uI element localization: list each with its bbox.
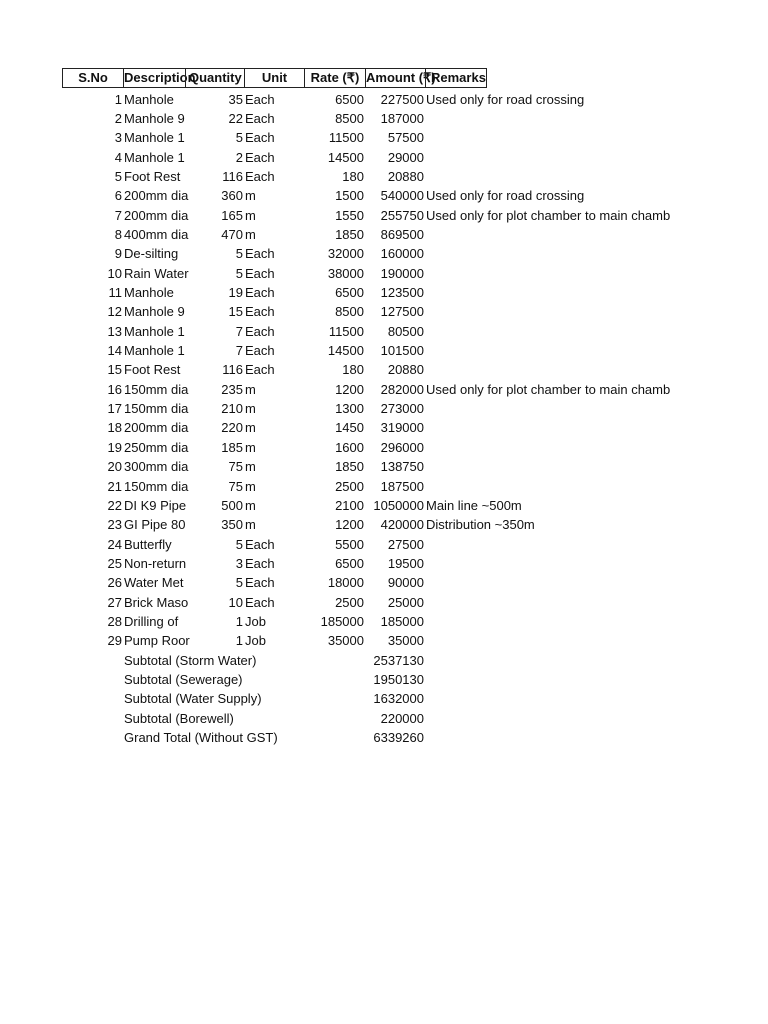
description-cell[interactable]: Manhole 1 bbox=[124, 130, 185, 146]
amount-cell[interactable]: 187500 bbox=[380, 478, 424, 494]
sno-cell[interactable]: 24 bbox=[107, 536, 122, 552]
rate-cell[interactable]: 180 bbox=[342, 362, 364, 378]
remarks-cell[interactable] bbox=[426, 167, 768, 186]
unit-cell[interactable]: Each bbox=[245, 265, 275, 281]
rate-cell[interactable]: 14500 bbox=[327, 343, 364, 359]
description-cell[interactable]: Pump Roor bbox=[124, 633, 190, 649]
remarks-cell[interactable] bbox=[426, 612, 768, 631]
description-cell[interactable]: 250mm dia bbox=[124, 439, 189, 455]
amount-cell[interactable]: 29000 bbox=[387, 149, 424, 165]
amount-cell[interactable]: 187000 bbox=[380, 110, 424, 126]
description-cell[interactable]: 150mm dia bbox=[124, 478, 189, 494]
rate-cell[interactable]: 35000 bbox=[327, 633, 364, 649]
unit-cell[interactable]: Each bbox=[245, 246, 275, 262]
amount-cell[interactable]: 282000 bbox=[380, 381, 424, 397]
rate-cell[interactable]: 6500 bbox=[335, 285, 364, 300]
unit-cell[interactable]: Each bbox=[245, 285, 275, 300]
quantity-cell[interactable]: 360 bbox=[221, 188, 243, 204]
rate-cell[interactable]: 1550 bbox=[335, 207, 364, 223]
quantity-cell[interactable]: 116 bbox=[222, 168, 243, 184]
quantity-cell[interactable]: 5 bbox=[235, 246, 243, 262]
sno-cell[interactable]: 20 bbox=[107, 459, 122, 475]
remarks-cell[interactable] bbox=[426, 360, 768, 379]
remarks-cell[interactable] bbox=[426, 244, 768, 263]
sno-cell[interactable]: 17 bbox=[107, 401, 122, 417]
table-row bbox=[0, 186, 768, 205]
remarks-cell[interactable]: Used only for plot chamber to main chamb bbox=[426, 207, 671, 223]
table-row bbox=[0, 631, 768, 650]
rate-cell[interactable]: 1300 bbox=[335, 401, 364, 417]
sno-cell[interactable]: 26 bbox=[107, 575, 122, 591]
subtotal-label[interactable]: Subtotal (Storm Water) bbox=[124, 652, 257, 668]
header-description: Description bbox=[123, 68, 186, 88]
table-row bbox=[0, 283, 768, 302]
unit-cell[interactable]: Each bbox=[245, 575, 275, 591]
unit-cell[interactable]: m bbox=[245, 188, 256, 204]
table-row bbox=[0, 380, 768, 399]
rate-cell[interactable]: 14500 bbox=[327, 149, 364, 165]
description-cell[interactable]: Butterfly bbox=[124, 536, 172, 552]
rate-cell[interactable]: 18000 bbox=[327, 575, 364, 591]
description-cell[interactable]: 200mm dia bbox=[124, 188, 189, 204]
unit-cell[interactable]: Each bbox=[245, 91, 275, 107]
subtotal-label[interactable]: Subtotal (Water Supply) bbox=[124, 691, 262, 707]
subtotal-amount[interactable]: 220000 bbox=[380, 710, 424, 726]
rate-cell[interactable]: 1850 bbox=[335, 226, 364, 242]
unit-cell[interactable]: Each bbox=[245, 168, 275, 184]
subtotal-amount[interactable]: 1950130 bbox=[373, 672, 424, 687]
unit-cell[interactable]: m bbox=[245, 517, 256, 533]
unit-cell[interactable]: m bbox=[245, 226, 256, 242]
remarks-cell[interactable]: Used only for plot chamber to main chamb bbox=[426, 381, 671, 397]
remarks-cell[interactable] bbox=[426, 457, 768, 476]
quantity-cell[interactable]: 500 bbox=[221, 497, 243, 513]
remarks-cell[interactable] bbox=[426, 554, 768, 573]
rate-cell[interactable]: 1450 bbox=[335, 420, 364, 436]
quantity-cell[interactable]: 35 bbox=[228, 91, 243, 107]
sno-cell[interactable]: 6 bbox=[114, 188, 122, 204]
amount-cell[interactable]: 296000 bbox=[380, 439, 424, 455]
quantity-cell[interactable]: 350 bbox=[221, 517, 243, 533]
rate-cell[interactable]: 6500 bbox=[335, 91, 364, 107]
amount-cell[interactable]: 25000 bbox=[387, 594, 424, 610]
remarks-cell[interactable]: Used only for road crossing bbox=[426, 188, 585, 204]
rate-cell[interactable]: 1850 bbox=[335, 459, 364, 475]
sno-cell[interactable]: 5 bbox=[114, 168, 122, 184]
remarks-cell[interactable] bbox=[426, 302, 768, 321]
unit-cell[interactable]: Each bbox=[245, 323, 275, 339]
description-cell[interactable]: Manhole 1 bbox=[124, 149, 185, 165]
header-remarks: Remarks bbox=[425, 68, 487, 88]
unit-cell[interactable]: m bbox=[245, 497, 256, 513]
rate-cell[interactable]: 185000 bbox=[320, 613, 364, 629]
table-row bbox=[0, 302, 768, 321]
sno-cell[interactable]: 2 bbox=[114, 110, 122, 126]
amount-cell[interactable]: 19500 bbox=[387, 555, 424, 571]
quantity-cell[interactable]: 1 bbox=[235, 613, 243, 629]
amount-cell[interactable]: 1050000 bbox=[373, 497, 424, 513]
amount-cell[interactable]: 138750 bbox=[380, 459, 424, 475]
rate-cell[interactable]: 2500 bbox=[335, 594, 364, 610]
unit-cell[interactable]: m bbox=[245, 478, 256, 494]
table-row bbox=[0, 438, 768, 457]
sno-cell[interactable]: 19 bbox=[107, 439, 122, 455]
quantity-cell[interactable]: 19 bbox=[228, 285, 243, 300]
table-row bbox=[0, 109, 768, 128]
table-row bbox=[0, 477, 768, 496]
sno-cell[interactable]: 8 bbox=[114, 226, 122, 242]
unit-cell[interactable]: Each bbox=[245, 555, 275, 571]
unit-cell[interactable]: Job bbox=[245, 613, 266, 629]
table-row bbox=[0, 554, 768, 573]
remarks-cell[interactable]: Main line ~500m bbox=[426, 497, 522, 513]
remarks-cell[interactable] bbox=[426, 631, 768, 650]
unit-cell[interactable]: Each bbox=[245, 536, 275, 552]
description-cell[interactable]: 200mm dia bbox=[124, 420, 189, 436]
remarks-cell[interactable] bbox=[426, 283, 768, 302]
rate-cell[interactable]: 1200 bbox=[335, 517, 364, 533]
remarks-cell[interactable] bbox=[426, 225, 768, 244]
description-cell[interactable]: Drilling of bbox=[124, 613, 179, 629]
sno-cell[interactable]: 29 bbox=[107, 633, 122, 649]
quantity-cell[interactable]: 7 bbox=[235, 323, 243, 339]
table-row bbox=[0, 148, 768, 167]
unit-cell[interactable]: Each bbox=[245, 110, 275, 126]
description-cell[interactable]: GI Pipe 80 bbox=[124, 517, 186, 533]
quantity-cell[interactable]: 3 bbox=[235, 555, 243, 571]
sno-cell[interactable]: 7 bbox=[114, 207, 122, 223]
table-row bbox=[0, 225, 768, 244]
sno-cell[interactable]: 11 bbox=[108, 285, 122, 300]
amount-cell[interactable]: 57500 bbox=[387, 130, 424, 146]
remarks-cell[interactable]: Distribution ~350m bbox=[426, 517, 535, 533]
unit-cell[interactable]: Each bbox=[245, 304, 275, 320]
description-cell[interactable]: Foot Rest bbox=[124, 168, 181, 184]
sno-cell[interactable]: 27 bbox=[107, 594, 122, 610]
rate-cell[interactable]: 32000 bbox=[327, 246, 364, 262]
unit-cell[interactable]: Each bbox=[245, 130, 275, 146]
header-unit: Unit bbox=[244, 68, 305, 88]
description-cell[interactable]: 400mm dia bbox=[124, 226, 189, 242]
subtotal-label[interactable]: Subtotal (Borewell) bbox=[124, 710, 234, 726]
unit-cell[interactable]: Each bbox=[245, 149, 275, 165]
unit-cell[interactable]: Each bbox=[245, 343, 275, 359]
table-row bbox=[0, 341, 768, 360]
rate-cell[interactable]: 38000 bbox=[327, 265, 364, 281]
amount-cell[interactable]: 227500 bbox=[380, 91, 424, 107]
table-row bbox=[0, 90, 768, 109]
quantity-cell[interactable]: 1 bbox=[235, 633, 243, 649]
sno-cell[interactable]: 10 bbox=[107, 265, 122, 281]
quantity-cell[interactable]: 75 bbox=[228, 478, 243, 494]
subtotal-row bbox=[0, 670, 768, 689]
quantity-cell[interactable]: 165 bbox=[221, 207, 243, 223]
amount-cell[interactable]: 255750 bbox=[380, 207, 424, 223]
rate-cell[interactable]: 5500 bbox=[335, 536, 364, 552]
remarks-cell[interactable] bbox=[426, 341, 768, 360]
description-cell[interactable]: Foot Rest bbox=[124, 362, 181, 378]
quantity-cell[interactable]: 15 bbox=[228, 304, 243, 320]
description-cell[interactable]: Manhole bbox=[124, 91, 174, 107]
sno-cell[interactable]: 18 bbox=[107, 420, 122, 436]
subtotal-label[interactable]: Subtotal (Sewerage) bbox=[124, 672, 243, 687]
unit-cell[interactable]: m bbox=[245, 401, 256, 417]
amount-cell[interactable]: 27500 bbox=[387, 536, 424, 552]
remarks-cell[interactable] bbox=[426, 264, 768, 283]
unit-cell[interactable]: m bbox=[245, 439, 256, 455]
remarks-cell[interactable]: Used only for road crossing bbox=[426, 91, 585, 107]
unit-cell[interactable]: m bbox=[245, 420, 256, 436]
amount-cell[interactable]: 869500 bbox=[380, 226, 424, 242]
quantity-cell[interactable]: 5 bbox=[235, 130, 243, 146]
table-row bbox=[0, 322, 768, 341]
sno-cell[interactable]: 15 bbox=[107, 362, 122, 378]
remarks-cell[interactable] bbox=[426, 148, 768, 167]
amount-cell[interactable]: 101500 bbox=[380, 343, 424, 359]
amount-cell[interactable]: 540000 bbox=[380, 188, 424, 204]
table-row bbox=[0, 167, 768, 186]
rate-cell[interactable]: 2100 bbox=[335, 497, 364, 513]
sno-cell[interactable]: 16 bbox=[107, 381, 122, 397]
table-row bbox=[0, 515, 768, 534]
sno-cell[interactable]: 9 bbox=[114, 246, 122, 262]
rate-cell[interactable]: 1200 bbox=[335, 381, 364, 397]
remarks-cell[interactable] bbox=[426, 477, 768, 496]
sno-cell[interactable]: 23 bbox=[107, 517, 122, 533]
quantity-cell[interactable]: 5 bbox=[235, 536, 243, 552]
amount-cell[interactable]: 319000 bbox=[380, 420, 424, 436]
unit-cell[interactable]: m bbox=[245, 381, 256, 397]
remarks-cell[interactable] bbox=[426, 128, 768, 147]
quantity-cell[interactable]: 470 bbox=[221, 226, 243, 242]
remarks-cell[interactable] bbox=[426, 438, 768, 457]
rate-cell[interactable]: 8500 bbox=[335, 304, 364, 320]
table-row bbox=[0, 496, 768, 515]
table-row bbox=[0, 399, 768, 418]
header-sno: S.No bbox=[62, 68, 124, 88]
quantity-cell[interactable]: 10 bbox=[228, 594, 243, 610]
unit-cell[interactable]: m bbox=[245, 459, 256, 475]
amount-cell[interactable]: 20880 bbox=[387, 168, 424, 184]
rate-cell[interactable]: 8500 bbox=[335, 110, 364, 126]
rate-cell[interactable]: 6500 bbox=[335, 555, 364, 571]
unit-cell[interactable]: m bbox=[245, 207, 256, 223]
description-cell[interactable]: 300mm dia bbox=[124, 459, 189, 475]
remarks-cell[interactable] bbox=[426, 418, 768, 437]
unit-cell[interactable]: Each bbox=[245, 362, 275, 378]
rate-cell[interactable]: 180 bbox=[342, 168, 364, 184]
table-row bbox=[0, 535, 768, 554]
table-row bbox=[0, 418, 768, 437]
amount-cell[interactable]: 190000 bbox=[380, 265, 424, 281]
quantity-cell[interactable]: 5 bbox=[235, 575, 243, 591]
sno-cell[interactable]: 3 bbox=[114, 130, 122, 146]
subtotal-label[interactable]: Grand Total (Without GST) bbox=[124, 730, 278, 746]
description-cell[interactable]: Manhole 1 bbox=[124, 343, 185, 359]
header-amount: Amount (₹) bbox=[365, 68, 426, 88]
table-row bbox=[0, 593, 768, 612]
subtotal-amount[interactable]: 2537130 bbox=[373, 652, 424, 668]
subtotal-row bbox=[0, 689, 768, 708]
quantity-cell[interactable]: 75 bbox=[228, 459, 243, 475]
sno-cell[interactable]: 13 bbox=[107, 323, 122, 339]
table-row bbox=[0, 360, 768, 379]
subtotal-amount[interactable]: 1632000 bbox=[373, 691, 424, 707]
description-cell[interactable]: 150mm dia bbox=[124, 401, 189, 417]
subtotal-row bbox=[0, 651, 768, 670]
amount-cell[interactable]: 35000 bbox=[387, 633, 424, 649]
remarks-cell[interactable] bbox=[426, 109, 768, 128]
description-cell[interactable]: De-silting bbox=[124, 246, 179, 262]
amount-cell[interactable]: 123500 bbox=[380, 285, 424, 300]
sno-cell[interactable]: 14 bbox=[107, 343, 122, 359]
sno-cell[interactable]: 4 bbox=[114, 149, 122, 165]
sno-cell[interactable]: 22 bbox=[107, 497, 122, 513]
description-cell[interactable]: Manhole bbox=[124, 285, 174, 300]
amount-cell[interactable]: 420000 bbox=[380, 517, 424, 533]
description-cell[interactable]: Brick Maso bbox=[124, 594, 189, 610]
header-rate: Rate (₹) bbox=[304, 68, 366, 88]
rate-cell[interactable]: 2500 bbox=[335, 478, 364, 494]
quantity-cell[interactable]: 220 bbox=[221, 420, 243, 436]
quantity-cell[interactable]: 5 bbox=[235, 265, 243, 281]
remarks-cell[interactable] bbox=[426, 322, 768, 341]
unit-cell[interactable]: Job bbox=[245, 633, 266, 649]
table-row bbox=[0, 264, 768, 283]
rate-cell[interactable]: 1600 bbox=[335, 439, 364, 455]
rate-cell[interactable]: 1500 bbox=[335, 188, 364, 204]
quantity-cell[interactable]: 116 bbox=[222, 362, 243, 378]
quantity-cell[interactable]: 22 bbox=[228, 110, 243, 126]
description-cell[interactable]: Manhole 1 bbox=[124, 323, 185, 339]
remarks-cell[interactable] bbox=[426, 535, 768, 554]
amount-cell[interactable]: 127500 bbox=[380, 304, 424, 320]
amount-cell[interactable]: 90000 bbox=[387, 575, 424, 591]
rate-cell[interactable]: 11500 bbox=[328, 130, 364, 146]
amount-cell[interactable]: 80500 bbox=[387, 323, 424, 339]
table-row bbox=[0, 244, 768, 263]
sno-cell[interactable]: 12 bbox=[107, 304, 122, 320]
quantity-cell[interactable]: 7 bbox=[235, 343, 243, 359]
quantity-cell[interactable]: 235 bbox=[221, 381, 243, 397]
description-cell[interactable]: Non-return bbox=[124, 555, 187, 571]
description-cell[interactable]: DI K9 Pipe bbox=[124, 497, 187, 513]
table-row bbox=[0, 128, 768, 147]
remarks-cell[interactable] bbox=[426, 399, 768, 418]
description-cell[interactable]: Manhole 9 bbox=[124, 304, 185, 320]
rate-cell[interactable]: 11500 bbox=[328, 323, 364, 339]
remarks-cell[interactable] bbox=[426, 573, 768, 592]
description-cell[interactable]: 200mm dia bbox=[124, 207, 189, 223]
description-cell[interactable]: Water Met bbox=[124, 575, 184, 591]
description-cell[interactable]: 150mm dia bbox=[124, 381, 189, 397]
quantity-cell[interactable]: 185 bbox=[221, 439, 243, 455]
unit-cell[interactable]: Each bbox=[245, 594, 275, 610]
grand-total-row bbox=[0, 728, 768, 747]
header-quantity: Quantity bbox=[185, 68, 245, 88]
subtotal-amount[interactable]: 6339260 bbox=[373, 730, 424, 746]
sno-cell[interactable]: 25 bbox=[107, 555, 122, 571]
description-cell[interactable]: Rain Water bbox=[124, 265, 189, 281]
amount-cell[interactable]: 20880 bbox=[387, 362, 424, 378]
table-row bbox=[0, 206, 768, 225]
quantity-cell[interactable]: 2 bbox=[235, 149, 243, 165]
amount-cell[interactable]: 160000 bbox=[380, 246, 424, 262]
remarks-cell[interactable] bbox=[426, 593, 768, 612]
subtotal-row bbox=[0, 709, 768, 728]
sno-cell[interactable]: 21 bbox=[107, 478, 122, 494]
amount-cell[interactable]: 273000 bbox=[380, 401, 424, 417]
sno-cell[interactable]: 1 bbox=[114, 91, 122, 107]
quantity-cell[interactable]: 210 bbox=[221, 401, 243, 417]
sno-cell[interactable]: 28 bbox=[107, 613, 122, 629]
description-cell[interactable]: Manhole 9 bbox=[124, 110, 185, 126]
amount-cell[interactable]: 185000 bbox=[380, 613, 424, 629]
table-row bbox=[0, 457, 768, 476]
table-row bbox=[0, 573, 768, 592]
table-row bbox=[0, 612, 768, 631]
